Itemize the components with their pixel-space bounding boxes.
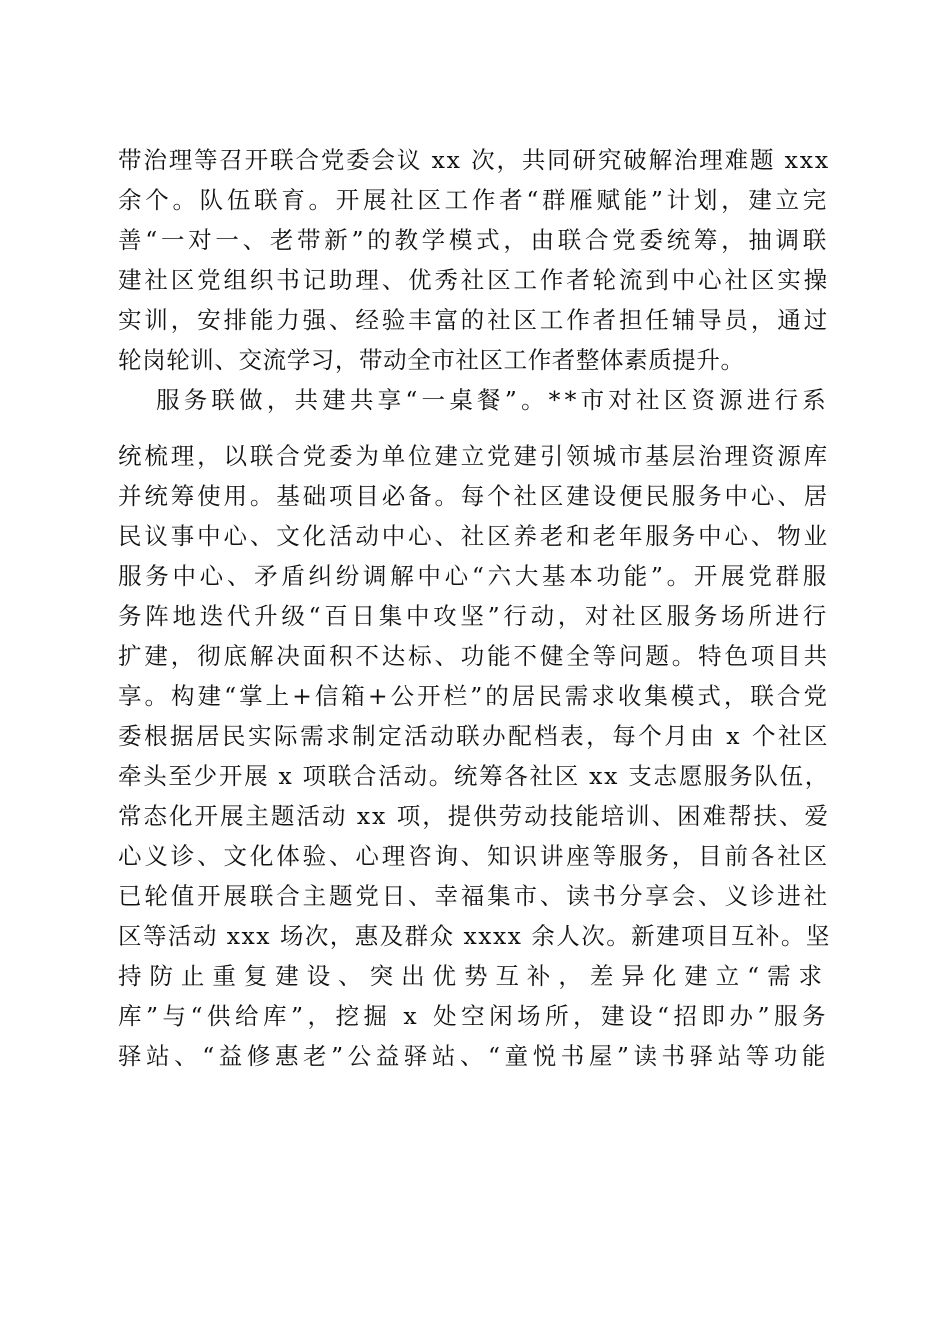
paragraph-1-line-4: 建社区党组织书记助理、优秀社区工作者轮流到中心社区实操 — [118, 266, 830, 294]
paragraph-2-line-3: 并统筹使用。基础项目必备。每个社区建设便民服务中心、居 — [118, 482, 830, 510]
paragraph-1-line-1: 带治理等召开联合党委会议 xx 次，共同研究破解治理难题 xxx — [118, 146, 830, 174]
paragraph-1-line-2: 余个。队伍联育。开展社区工作者“群雁赋能”计划，建立完 — [118, 186, 830, 214]
paragraph-2-line-4: 民议事中心、文化活动中心、社区养老和老年服务中心、物业 — [118, 522, 830, 550]
paragraph-2-line-5: 服务中心、矛盾纠纷调解中心“六大基本功能”。开展党群服 — [118, 562, 830, 590]
paragraph-2-line-16: 库”与“供给库”，挖掘 x 处空闲场所，建设“招即办”服务 — [118, 1002, 830, 1030]
paragraph-2-line-12: 心义诊、文化体验、心理咨询、知识讲座等服务，目前各社区 — [118, 842, 830, 870]
paragraph-1-line-5: 实训，安排能力强、经验丰富的社区工作者担任辅导员，通过 — [118, 306, 830, 334]
paragraph-2-line-14: 区等活动 xxx 场次，惠及群众 xxxx 余人次。新建项目互补。坚 — [118, 922, 831, 950]
paragraph-2-line-10: 牵头至少开展 x 项联合活动。统筹各社区 xx 支志愿服务队伍， — [118, 762, 830, 790]
paragraph-2-line-17: 驿站、“益修惠老”公益驿站、“童悦书屋”读书驿站等功能 — [118, 1042, 830, 1070]
paragraph-2-line-11: 常态化开展主题活动 xx 项，提供劳动技能培训、困难帮扶、爱 — [118, 802, 830, 830]
paragraph-2-line-13: 已轮值开展联合主题党日、幸福集市、读书分享会、义诊进社 — [118, 882, 830, 910]
paragraph-2-line-9: 委根据居民实际需求制定活动联办配档表，每个月由 x 个社区 — [118, 722, 830, 750]
paragraph-2-line-15: 持防止重复建设、突出优势互补，差异化建立“需求 — [118, 962, 830, 990]
paragraph-2-line-2: 统梳理，以联合党委为单位建立党建引领城市基层治理资源库 — [118, 442, 830, 470]
paragraph-2-line-6: 务阵地迭代升级“百日集中攻坚”行动，对社区服务场所进行 — [118, 602, 830, 630]
paragraph-2-line-1: 服务联做，共建共享“一桌餐”。**市对社区资源进行系 — [156, 386, 830, 414]
paragraph-1-line-3: 善“一对一、老带新”的教学模式，由联合党委统筹，抽调联 — [118, 226, 830, 254]
paragraph-1-line-6: 轮岗轮训、交流学习，带动全市社区工作者整体素质提升。 — [118, 346, 745, 374]
paragraph-2-line-8: 享。构建“掌上+信箱+公开栏”的居民需求收集模式，联合党 — [118, 682, 830, 710]
paragraph-2-line-7: 扩建，彻底解决面积不达标、功能不健全等问题。特色项目共 — [118, 642, 830, 670]
